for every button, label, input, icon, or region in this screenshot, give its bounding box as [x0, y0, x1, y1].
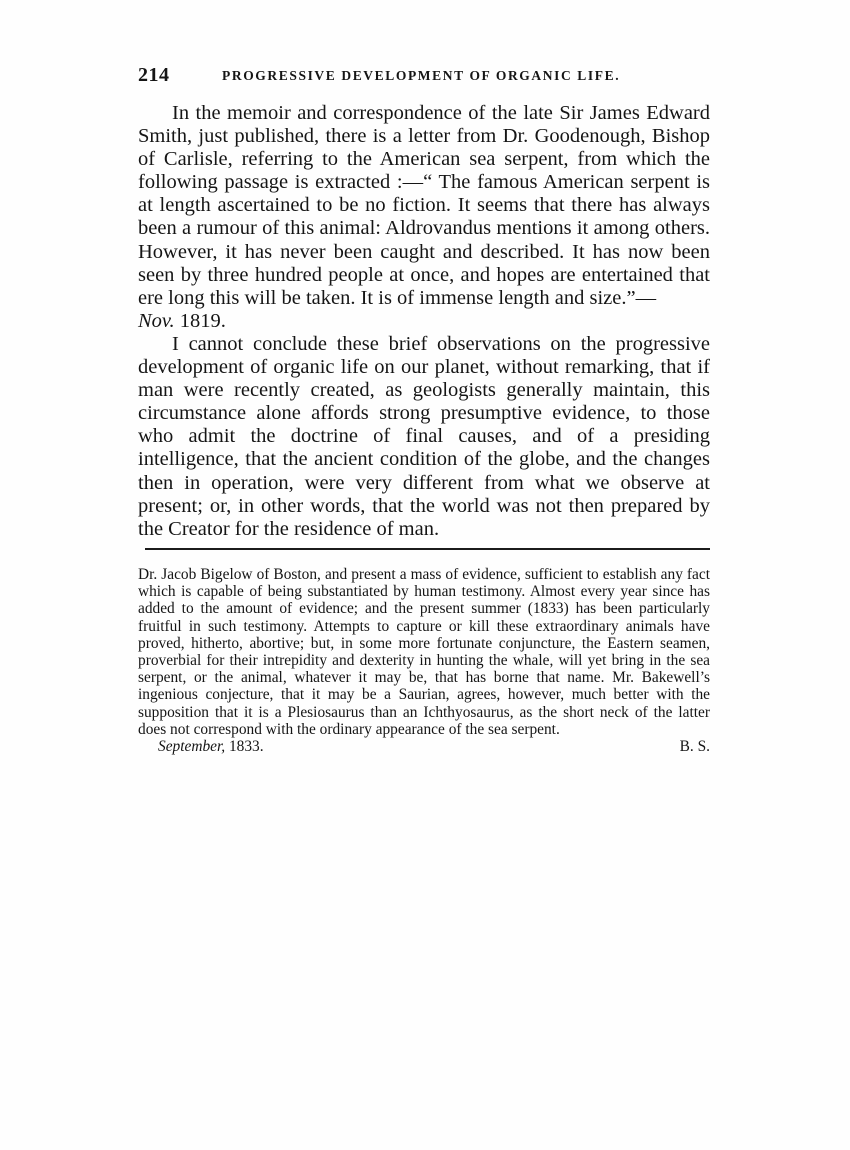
- footnote-date-year: 1833.: [228, 738, 264, 756]
- running-head: [138, 64, 710, 86]
- paragraph-1-text: In the memoir and correspondence of the late Sir James Edward Smith, just published, there is a letter from Dr. Goodenough, Bishop of Carlisle, referring to the American sea serpent, from which the following passage is extracted :—“ The famous American serpent is at length ascertained to be no fiction. It seems that there has always been a rumour of this animal: Aldrovandus mentions it among others. However, it has never been caught and described. It has now been seen by three hundred people at once, and hopes are entertained that ere long this will be taken. It is of immense length and size.”—: [138, 102, 710, 309]
- paragraph-2-text: I cannot conclude these brief observations on the progressive development of organic life on our planet, without remarking, that if man were recently created, as geologists generally maintain, this circumstance alone affords strong presumptive evidence, to those who admit the doctrine of final causes, and of a presiding intelligence, that the ancient condition of the globe, and the changes then in operation, were very different from what we observe at present; or, in other words, that the world was not then prepared by the Creator for the residence of man.: [138, 332, 710, 540]
- footnote-date: [158, 738, 264, 755]
- body-paragraph: [138, 102, 710, 310]
- footnote-initials: B. S.: [679, 738, 710, 756]
- footnote-date-month: September,: [158, 738, 226, 756]
- letter-date-year: 1819.: [179, 309, 226, 332]
- footnote-text: Dr. Jacob Bigelow of Boston, and present a mass of evidence, sufficient to establish any fact which is capable of being substantiated by human testimony. Almost every year since has added to the amount of evidence; and the present summer (1833) has been particularly fruitful in such testimony. Attempts to capture or kill these extraordinary animals have proved, hitherto, abortive; but, in some more fortunate conjuncture, the Eastern seamen, proverbial for their intrepidity and dexterity in hunting the whale, will yet bring in the sea serpent, or the animal, whatever it may be, that has borne that name. Mr. Bakewell’s ingenious conjecture, that it may be a Saurian, agrees, however, much better with the supposition that it is a Plesiosaurus than an Ichthyosaurus, as the short neck of the latter does not correspond with the ordinary appearance of the sea serpent.: [138, 566, 710, 738]
- running-title: PROGRESSIVE DEVELOPMENT OF ORGANIC LIFE.: [222, 68, 621, 83]
- footnote-signature-line: [138, 738, 710, 756]
- body-paragraph: [138, 333, 710, 541]
- footnote: [138, 566, 710, 756]
- letter-date-month: Nov.: [138, 309, 175, 332]
- page-number: 214: [138, 64, 170, 86]
- body-text: [138, 102, 710, 541]
- footnote-divider: [145, 548, 710, 550]
- letter-date: [138, 310, 710, 333]
